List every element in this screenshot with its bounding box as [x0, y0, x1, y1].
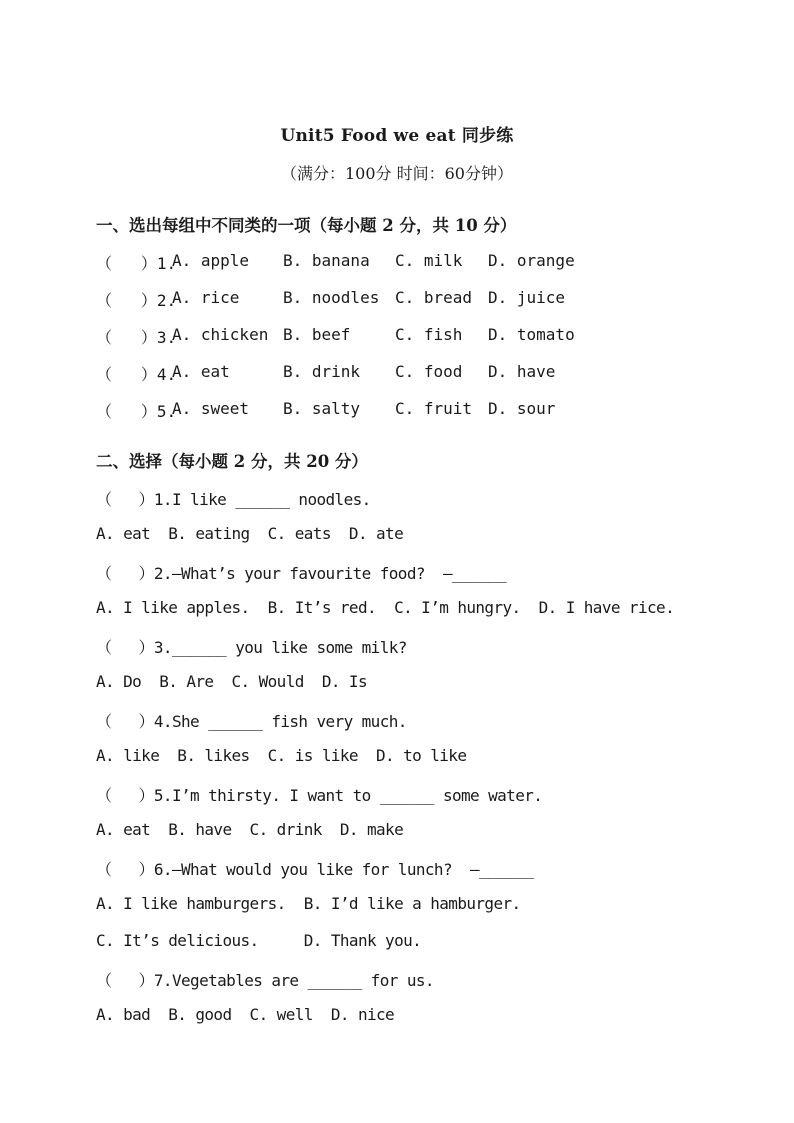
- option-d: D. tomato: [488, 325, 575, 344]
- s2-question-6: （ ）6.—What would you like for lunch? —______: [96, 860, 534, 879]
- option-d: D. orange: [488, 251, 575, 270]
- s2-question-4: （ ）4.She ______ fish very much.: [96, 712, 407, 731]
- option-d: D. sour: [488, 399, 556, 418]
- s2-options-6a: A. I like hamburgers. B. I’d like a hamburger.: [96, 894, 521, 913]
- question-number: （ ）1.: [96, 254, 177, 273]
- s2-question-3: （ ）3.______ you like some milk?: [96, 638, 407, 657]
- page-title: Unit5 Food we eat 同步练: [280, 126, 514, 146]
- s2-question-1: （ ）1.I like ______ noodles.: [96, 490, 371, 509]
- s2-question-2: （ ）2.—What’s your favourite food? —______: [96, 564, 507, 583]
- s2-question-7: （ ）7.Vegetables are ______ for us.: [96, 971, 434, 990]
- s2-options-7: A. bad B. good C. well D. nice: [96, 1005, 395, 1024]
- option-b: B. drink: [283, 362, 361, 381]
- option-b: B. beef: [283, 325, 351, 344]
- question-number: （ ）4.: [96, 365, 177, 384]
- option-a: A. sweet: [172, 399, 250, 418]
- s2-options-4: A. like B. likes C. is like D. to like: [96, 746, 467, 765]
- option-b: B. salty: [283, 399, 361, 418]
- s2-options-2: A. I like apples. B. It’s red. C. I’m hungry. D. I have rice.: [96, 598, 675, 617]
- option-d: D. juice: [488, 288, 566, 307]
- s2-options-3: A. Do B. Are C. Would D. Is: [96, 672, 367, 691]
- option-a: A. eat: [172, 362, 230, 381]
- option-a: A. rice: [172, 288, 240, 307]
- option-c: C. fish: [395, 325, 463, 344]
- s2-question-5: （ ）5.I’m thirsty. I want to ______ some water.: [96, 786, 543, 805]
- section1-heading: 一、选出每组中不同类的一项（每小题 2 分，共 10 分）: [96, 216, 517, 235]
- option-c: C. milk: [395, 251, 463, 270]
- option-c: C. food: [395, 362, 463, 381]
- option-c: C. fruit: [395, 399, 473, 418]
- page-subtitle: （满分：100分 时间：60分钟）: [281, 164, 513, 183]
- s2-options-6b: C. It’s delicious. D. Thank you.: [96, 931, 422, 950]
- option-a: A. apple: [172, 251, 250, 270]
- question-number: （ ）3.: [96, 328, 177, 347]
- question-number: （ ）5.: [96, 402, 177, 421]
- section2-heading: 二、选择（每小题 2 分，共 20 分）: [96, 452, 368, 471]
- question-number: （ ）2.: [96, 291, 177, 310]
- option-c: C. bread: [395, 288, 473, 307]
- option-b: B. noodles: [283, 288, 380, 307]
- s2-options-5: A. eat B. have C. drink D. make: [96, 820, 404, 839]
- option-d: D. have: [488, 362, 556, 381]
- option-b: B. banana: [283, 251, 370, 270]
- option-a: A. chicken: [172, 325, 269, 344]
- s2-options-1: A. eat B. eating C. eats D. ate: [96, 524, 404, 543]
